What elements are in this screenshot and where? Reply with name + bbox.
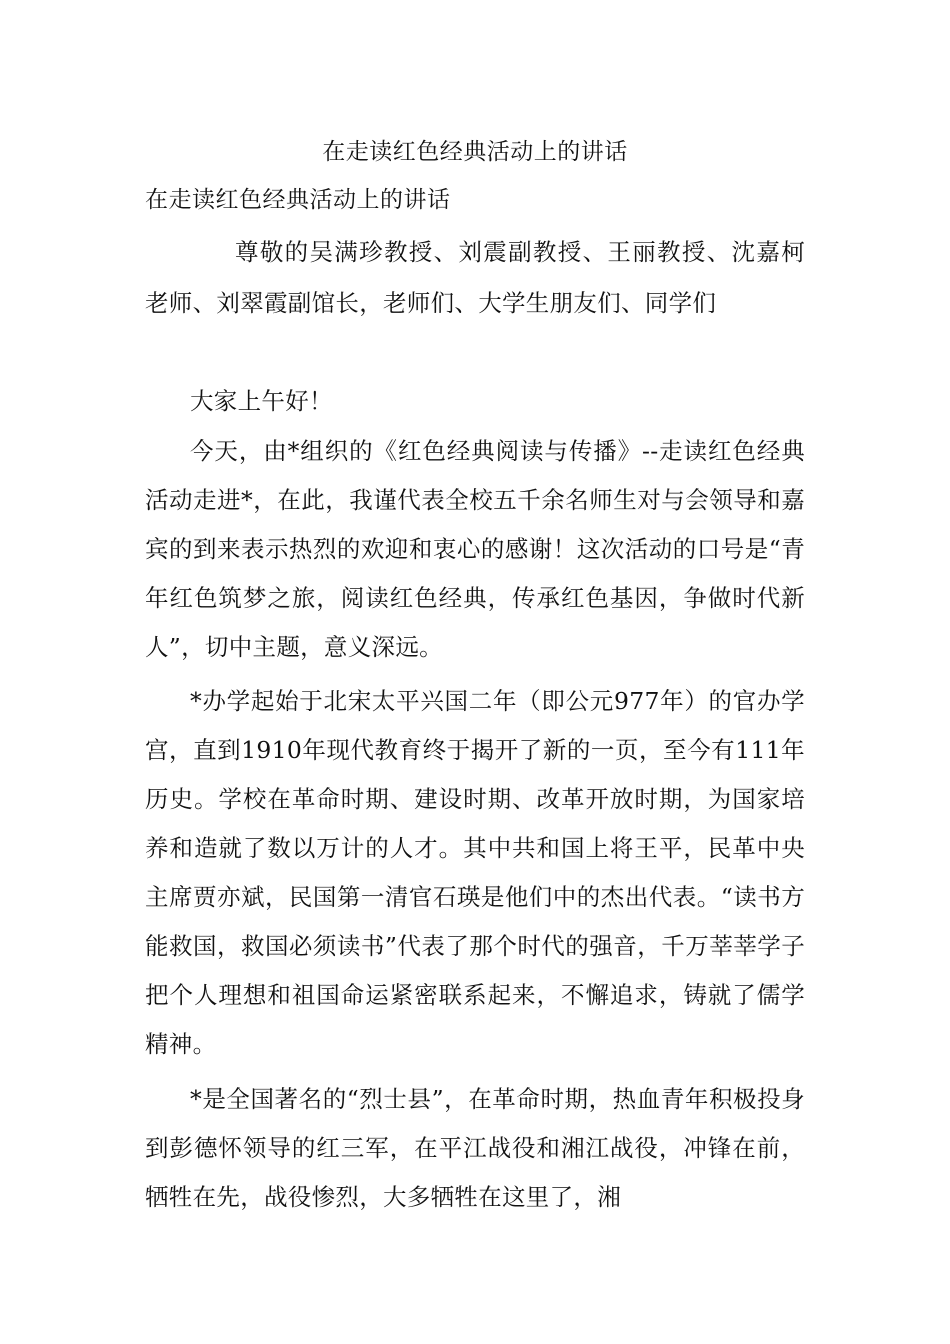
salutation-paragraph: 尊敬的吴满珍教授、刘震副教授、王丽教授、沈嘉柯老师、刘翠霞副馆长，老师们、大学生朋友们、同学们 — [145, 238, 805, 317]
body-paragraph-1: 今天，由*组织的《红色经典阅读与传播》--走读红色经典活动走进*，在此，我谨代表全校五千余名师生对与会领导和嘉宾的到来表示热烈的欢迎和衷心的感谢！这次活动的口号是“青年红色筑梦之旅，阅读红色经典，传承红色基因，争做时代新人”，切中主题，意义深远。 — [145, 437, 805, 661]
body-paragraph-3: *是全国著名的“烈士县”，在革命时期，热血青年积极投身到彭德怀领导的红三军，在平江战役和湘江战役，冲锋在前，牺牲在先，战役惨烈，大多牺牲在这里了，湘 — [145, 1085, 805, 1211]
body-paragraph-2: *办学起始于北宋太平兴国二年（即公元977年）的官办学宫，直到1910年现代教育终于揭开了新的一页，至今有111年历史。学校在革命时期、建设时期、改革开放时期，为国家培养和造就了数以万计的人才。其中共和国上将王平，民革中央主席贾亦斌，民国第一清官石瑛是他们中的杰出代表。“读书方能救国，救国必须读书”代表了那个时代的强音，千万莘莘学子把个人理想和祖国命运紧密联系起来，不懈追求，铸就了儒学精神。 — [145, 687, 805, 1058]
greeting-paragraph: 大家上午好！ — [190, 387, 333, 415]
document-subtitle: 在走读红色经典活动上的讲话 — [145, 187, 451, 213]
document-title: 在走读红色经典活动上的讲话 — [322, 139, 628, 165]
